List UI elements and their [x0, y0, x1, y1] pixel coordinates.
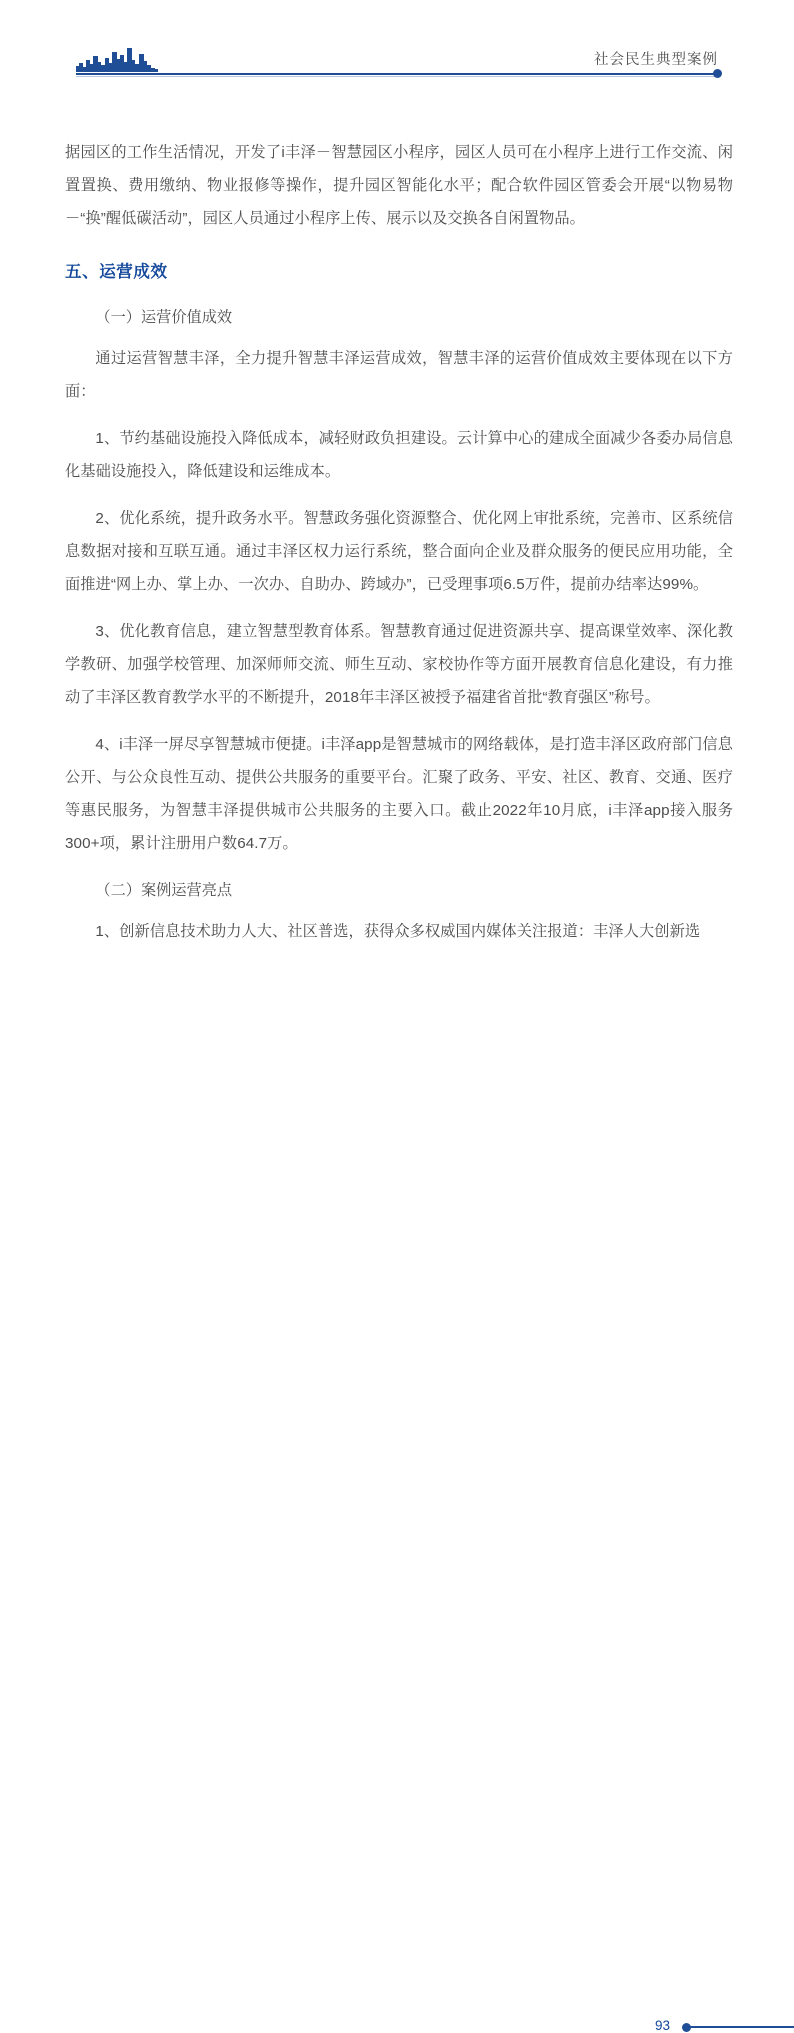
spacer — [65, 907, 733, 915]
document-content — [65, 136, 733, 948]
header-end-dot-icon — [713, 69, 722, 78]
page-header — [0, 0, 794, 100]
page-number: 93 — [655, 2018, 671, 2033]
list-item-3: 3、优化教育信息，建立智慧型教育体系。智慧教育通过促进资源共享、提高课堂效率、深化教学教研、加强学校管理、加深师师交流、师生互动、家校协作等方面开展教育信息化建设，有力推动了丰泽区教育教学水平的不断提升，2018年丰泽区被授予福建省首批“教育强区”称号。 — [65, 623, 733, 706]
footer-rule — [689, 2026, 794, 2028]
spacer — [65, 601, 733, 615]
header-rule-secondary — [76, 76, 718, 77]
spacer — [65, 408, 733, 422]
list-item-4: 4、i丰泽一屏尽享智慧城市便捷。i丰泽app是智慧城市的网络载体，是打造丰泽区政府部门信息公开、与公众良性互动、提供公共服务的重要平台。汇聚了政务、平安、社区、教育、交通、医疗等惠民服务，为智慧丰泽提供城市公共服务的主要入口。截止2022年10月底，i丰泽app接入服务300+项，累计注册用户数64.7万。 — [65, 736, 733, 852]
spacer — [65, 714, 733, 728]
page-footer — [0, 1007, 794, 2033]
list-item-highlight-1: 1、创新信息技术助力人大、社区普选，获得众多权威国内媒体关注报道：丰泽人大创新选 — [95, 923, 701, 940]
section-heading-operating-results: 五、运营成效 — [65, 263, 168, 281]
paragraph-intro: 据园区的工作生活情况，开发了i丰泽－智慧园区小程序，园区人员可在小程序上进行工作交流、闲置置换、费用缴纳、物业报修等操作，提升园区智能化水平；配合软件园区管委会开展“以物易物－“换”醒低碳活动”，园区人员通过小程序上传、展示以及交换各自闲置物品。 — [65, 144, 733, 227]
spacer — [65, 287, 733, 301]
spacer — [65, 488, 733, 502]
city-skyline-icon — [76, 46, 158, 72]
subsection-heading-two: （二）案例运营亮点 — [95, 882, 233, 899]
subsection-heading-one: （一）运营价值成效 — [95, 309, 233, 326]
spacer — [65, 235, 733, 257]
spacer — [65, 334, 733, 342]
header-title: 社会民生典型案例 — [594, 52, 718, 68]
header-rule — [76, 73, 718, 75]
list-item-1: 1、节约基础设施投入降低成本，减轻财政负担建设。云计算中心的建成全面减少各委办局信息化基础设施投入，降低建设和运维成本。 — [65, 430, 733, 480]
paragraph-overview: 通过运营智慧丰泽，全力提升智慧丰泽运营成效，智慧丰泽的运营价值成效主要体现在以下方面： — [65, 350, 733, 400]
spacer — [65, 860, 733, 874]
list-item-2: 2、优化系统，提升政务水平。智慧政务强化资源整合、优化网上审批系统，完善市、区系统信息数据对接和互联互通。通过丰泽区权力运行系统，整合面向企业及群众服务的便民应用功能，全面推进“网上办、掌上办、一次办、自助办、跨域办”，已受理事项6.5万件，提前办结率达99%。 — [65, 510, 733, 593]
